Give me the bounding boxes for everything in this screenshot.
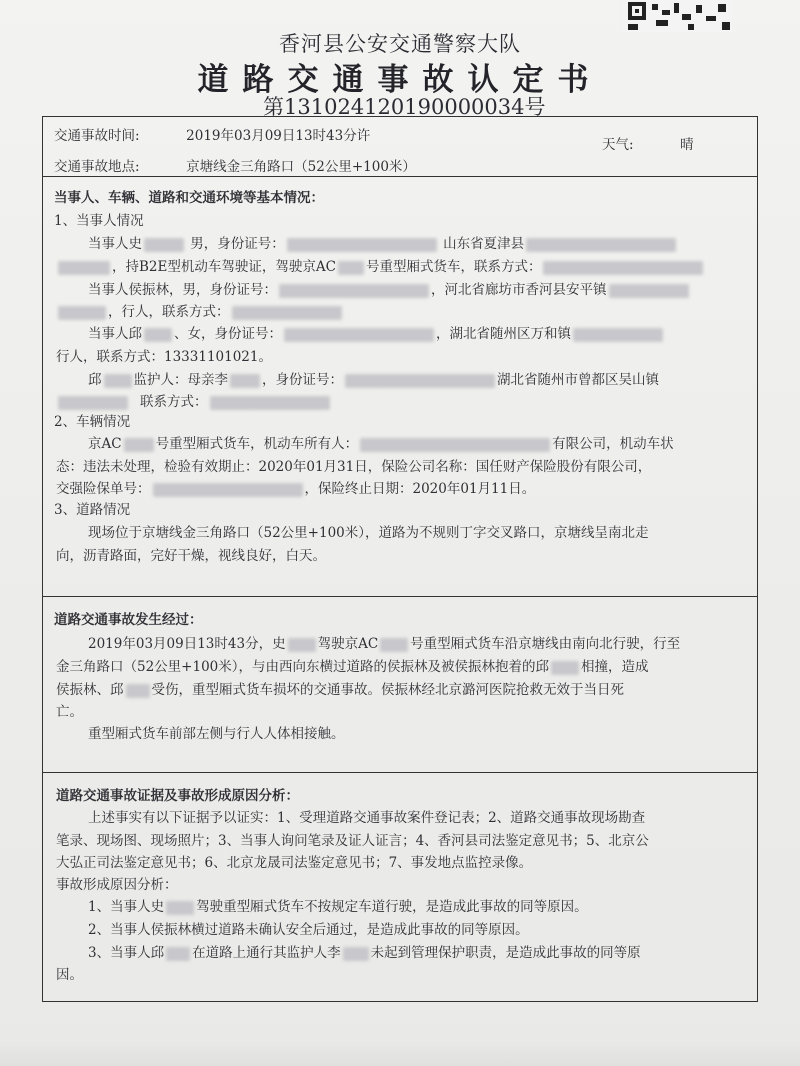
redaction: [287, 238, 437, 252]
vehicle-owner-company: 有限公司，机动车状: [552, 436, 674, 452]
guardian-ward: 邱: [88, 372, 102, 388]
redaction: [343, 947, 369, 961]
party-2-contact: ，行人，联系方式：: [108, 304, 230, 320]
weather-row: [602, 133, 694, 153]
party-heading: 1、当事人情况: [54, 213, 144, 229]
cause-3: [88, 941, 641, 961]
evidence-line-3: 大弘正司法鉴定意见书；6、北京龙晟司法鉴定意见书；7、事发地点监控录像。: [56, 855, 533, 871]
cause-text: 3、当事人邱: [88, 945, 165, 961]
party-1-id-label: 男，身份证号：: [190, 236, 285, 252]
redaction: [126, 684, 150, 698]
cause-text: 在道路上通行其监护人李: [192, 945, 341, 961]
process-text: 受伤，重型厢式货车损坏的交通事故。侯振林经北京潞河医院抢救无效于当日死: [151, 682, 624, 698]
process-text: 侯振林、邱: [56, 682, 124, 698]
party-2-line-2: [56, 300, 344, 320]
vehicle-owner-label: 号重型厢式货车，机动车所有人：: [155, 436, 359, 452]
redaction: [153, 483, 303, 497]
redaction: [288, 638, 316, 652]
vehicle-plate: 京AC: [88, 436, 122, 452]
party-2-line-1: [88, 278, 691, 298]
process-text: 驾驶京AC: [317, 636, 379, 652]
vehicle-line-2: 态：违法未处理，检验有效期止：2020年01月31日，保险公司名称：国任财产保险股份有限公司，: [56, 459, 652, 475]
insurance-policy-label: 交强险保单号：: [56, 481, 151, 497]
redaction: [279, 284, 429, 298]
party-3-line-2: 行人，联系方式：13331101021。: [56, 349, 272, 365]
redaction: [58, 306, 106, 320]
cause-4: 因。: [56, 967, 83, 983]
accident-time-row: [54, 124, 370, 144]
cause-text: 驾驶重型厢式货车不按规定车道行驶，是造成此事故的同等原因。: [196, 899, 588, 915]
redaction: [210, 396, 330, 410]
page-shadow: [0, 1040, 800, 1066]
cause-text: 1、当事人史: [88, 899, 165, 915]
redaction: [166, 901, 194, 915]
process-heading: 道路交通事故发生经过：: [54, 612, 203, 628]
accident-time-label: 交通事故时间:: [54, 128, 140, 144]
redaction: [284, 328, 434, 342]
cause-heading: 事故形成原因分析：: [56, 877, 178, 893]
weather-label: 天气:: [602, 137, 634, 153]
accident-place-label: 交通事故地点:: [54, 159, 140, 175]
document-title: 道路交通事故认定书: [197, 62, 603, 98]
vehicle-heading: 2、车辆情况: [54, 414, 131, 430]
party-1-name: 当事人史: [88, 236, 142, 252]
redaction: [104, 374, 132, 388]
weather-value: 晴: [680, 137, 694, 153]
process-line-3: [56, 678, 624, 698]
process-line-5: 重型厢式货车前部左侧与行人人体相接触。: [88, 726, 345, 742]
redaction: [543, 261, 703, 275]
redaction: [166, 947, 190, 961]
party-1-vehicle: 号重型厢式货车，联系方式：: [365, 259, 542, 275]
redaction: [58, 261, 110, 275]
process-text: 相撞，造成: [581, 659, 649, 675]
redaction: [124, 438, 154, 452]
party-3-name: 当事人邱: [88, 326, 142, 342]
evidence-line-1: 上述事实有以下证据予以证实：1、受理道路交通事故案件登记表；2、道路交通事故现场勘查: [88, 810, 646, 826]
party-3-line-1: [88, 322, 665, 342]
section-divider: [42, 596, 758, 597]
section-divider: [42, 772, 758, 773]
redaction: [230, 374, 260, 388]
accident-place-row: [54, 155, 416, 175]
cause-2: 2、当事人侯振林横过道路未确认安全后通过，是造成此事故的同等原因。: [88, 922, 529, 938]
accident-time-value: 2019年03月09日13时43分许: [186, 128, 371, 144]
process-line-1: [88, 632, 680, 652]
redaction: [144, 328, 172, 342]
guardian-line-2: [56, 390, 332, 410]
redaction: [232, 306, 342, 320]
process-line-4: 亡。: [56, 704, 83, 720]
redaction: [345, 374, 495, 388]
road-line-2: 向，沥青路面，完好干燥，视线良好，白天。: [56, 548, 326, 564]
redaction: [609, 284, 689, 298]
redaction: [551, 661, 579, 675]
cause-text: 未起到管理保护职责，是造成此事故的同等原: [370, 945, 641, 961]
guardian-id-label: ，身份证号：: [262, 372, 343, 388]
document-number: 第131024120190000034号: [263, 95, 546, 119]
guardian-line-1: [88, 368, 659, 388]
vehicle-line-1: [88, 432, 674, 452]
road-line-1: 现场位于京塘线金三角路口（52公里+100米），道路为不规则丁字交叉路口，京塘线呈南北走: [88, 525, 649, 541]
redaction: [360, 438, 550, 452]
evidence-line-2: 笔录、现场图、现场照片；3、当事人询问笔录及证人证言；4、香河县司法鉴定意见书；5、北京公: [56, 833, 649, 849]
party-1-address: 山东省夏津县: [443, 236, 525, 252]
process-text: 号重型厢式货车沿京塘线由南向北行驶，行至: [410, 636, 681, 652]
party-1-line-2: [56, 255, 705, 275]
party-2-address: ，河北省廊坊市香河县安平镇: [431, 282, 607, 298]
guardian-name: 监护人：母亲李: [133, 372, 228, 388]
accident-place-value: 京塘线金三角路口（52公里+100米）: [186, 159, 416, 175]
redaction: [573, 328, 663, 342]
party-2-info: 当事人侯振林，男，身份证号：: [88, 282, 277, 298]
process-line-2: [56, 655, 649, 675]
cause-1: [88, 895, 588, 915]
process-text: 金三角路口（52公里+100米），与由西向东横过道路的侯振林及被侯振林抱着的邱: [56, 659, 550, 675]
redaction: [58, 396, 128, 410]
redaction: [144, 238, 184, 252]
vehicle-line-3: [56, 477, 535, 497]
guardian-contact: 联系方式：: [140, 394, 208, 410]
insurance-end-date: ，保险终止日期：2020年01月11日。: [304, 481, 536, 497]
party-1-line-1: [88, 232, 678, 252]
redaction: [526, 238, 676, 252]
issuing-organization: 香河县公安交通警察大队: [279, 32, 521, 56]
party-3-id-label: 、女，身份证号：: [174, 326, 282, 342]
party-1-license: ，持B2E型机动车驾驶证，驾驶京AC: [112, 259, 336, 275]
party-3-address: ，湖北省随州区万和镇: [436, 326, 571, 342]
basic-situation-heading: 当事人、车辆、道路和交通环境等基本情况：: [54, 190, 324, 206]
analysis-heading: 道路交通事故证据及事故形成原因分析：: [56, 788, 299, 804]
redaction: [338, 261, 364, 275]
process-text: 2019年03月09日13时43分，史: [88, 636, 286, 652]
guardian-address: 湖北省随州市曾都区吴山镇: [497, 372, 659, 388]
road-heading: 3、道路情况: [54, 502, 131, 518]
redaction: [380, 638, 408, 652]
section-divider: [42, 176, 758, 177]
